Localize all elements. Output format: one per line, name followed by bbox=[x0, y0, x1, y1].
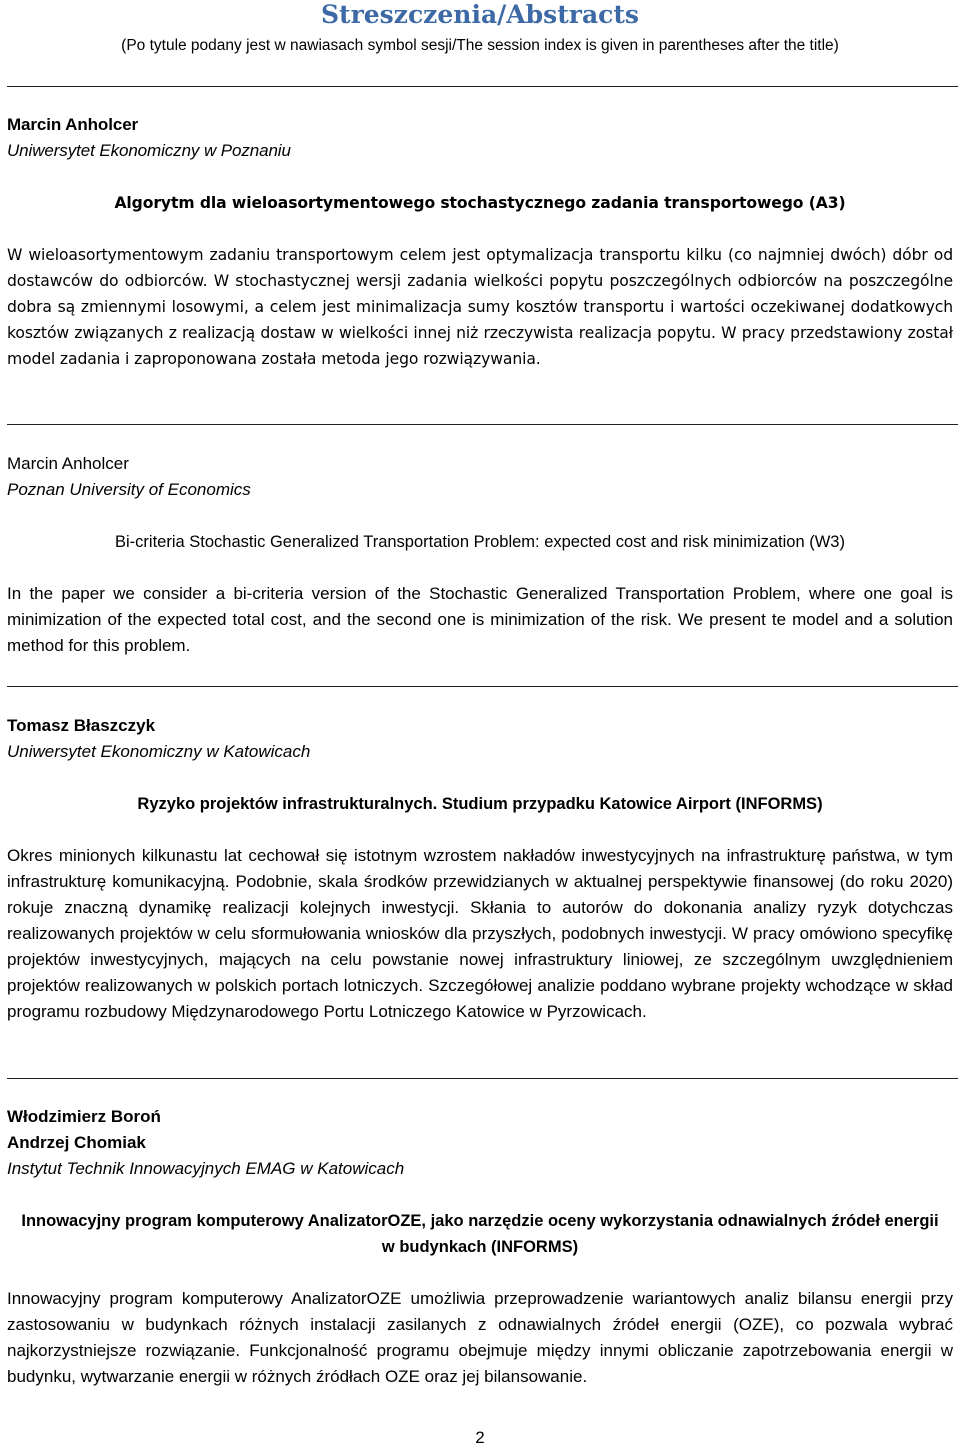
abstract-entry bbox=[7, 713, 953, 1025]
author-name: Tomasz Błaszczyk bbox=[7, 716, 156, 735]
affiliation: Poznan University of Economics bbox=[7, 480, 251, 499]
abstract-title: Bi-criteria Stochastic Generalized Transportation Problem: expected cost and risk minimization (W3) bbox=[115, 533, 845, 551]
page-number: 2 bbox=[475, 1428, 485, 1447]
author-name: Marcin Anholcer bbox=[7, 454, 129, 473]
affiliation: Uniwersytet Ekonomiczny w Poznaniu bbox=[7, 141, 291, 160]
page-title: Streszczenia/Abstracts bbox=[321, 0, 639, 29]
divider bbox=[7, 686, 958, 687]
divider bbox=[7, 86, 958, 87]
affiliation: Instytut Technik Innowacyjnych EMAG w Katowicach bbox=[7, 1159, 405, 1178]
abstract-entry bbox=[7, 112, 953, 372]
divider bbox=[7, 1078, 958, 1079]
abstract-text: In the paper we consider a bi-criteria version of the Stochastic Generalized Transportation Problem, where one goal is minimization of the expected total cost, and the second one is minimization of the risk. We present te model and a solution method for this problem. bbox=[7, 584, 953, 655]
author-name: Włodzimierz Boroń bbox=[7, 1107, 161, 1126]
author-name-second: Andrzej Chomiak bbox=[7, 1133, 146, 1152]
abstract-entry bbox=[7, 1104, 953, 1390]
abstract-text: Innowacyjny program komputerowy AnalizatorOZE umożliwia przeprowadzenie wariantowych analiz bilansu energii przy zastosowaniu w budynkach różnych instalacji zasilanych z odnawialnych źródeł energii (OZE), co pozwala wybrać najkorzystniejsze rozwiązanie. Funkcjonalność programu obejmuje między innymi obliczanie zapotrzebowania energii w budynku, wytwarzanie energii w różnych źródłach OZE oraz jej bilansowanie. bbox=[7, 1289, 953, 1386]
affiliation: Uniwersytet Ekonomiczny w Katowicach bbox=[7, 742, 311, 761]
abstract-title: Innowacyjny program komputerowy AnalizatorOZE, jako narzędzie oceny wykorzystania odnawialnych źródeł energii w budynkach (INFORMS) bbox=[21, 1212, 939, 1256]
abstract-entry bbox=[7, 451, 953, 659]
abstract-text: W wieloasortymentowym zadaniu transportowym celem jest optymalizacja transportu kilku (co najmniej dwóch) dóbr od dostawców do odbiorców. W stochastycznej wersji zadania wielkości popytu poszczególnych odbiorców na poszczególne dobra są zmiennymi losowymi, a celem jest minimalizacja sumy kosztów transportu i wartości oczekiwanej dodatkowych kosztów związanych z realizacją dostaw w wielkości innej niż rzeczywista realizacja popytu. W pracy przedstawiony został model zadania i zaproponowana została metoda jego rozwiązywania. bbox=[7, 246, 953, 368]
page-subtitle: (Po tytule podany jest w nawiasach symbol sesji/The session index is given in parentheses after the title) bbox=[121, 37, 839, 54]
abstract-title: Algorytm dla wieloasortymentowego stochastycznego zadania transportowego (A3) bbox=[114, 194, 846, 212]
abstract-title: Ryzyko projektów infrastrukturalnych. Studium przypadku Katowice Airport (INFORMS) bbox=[137, 795, 823, 813]
divider bbox=[7, 424, 958, 425]
abstract-text: Okres minionych kilkunastu lat cechował się istotnym wzrostem nakładów inwestycyjnych na infrastrukturę państwa, w tym infrastrukturę komunikacyjną. Podobnie, skala środków przewidzianych w aktualnej perspektywie finansowej (do roku 2020) rokuje znaczną dynamikę realizacji kolejnych inwestycji. Skłania to autorów do dokonania analizy ryzyk dotychczas realizowanych projektów w celu sformułowania wniosków dla przyszłych, podobnych inwestycji. W pracy omówiono specyfikę projektów inwestycyjnych, mających na celu powstanie nowej infrastruktury liniowej, ze szczególnym uwzględnieniem projektów realizowanych w polskich portach lotniczych. Szczegółowej analizie poddano wybrane projekty wchodzące w skład programu rozbudowy Międzynarodowego Portu Lotniczego Katowice w Pyrzowicach. bbox=[7, 846, 953, 1021]
author-name: Marcin Anholcer bbox=[7, 115, 139, 134]
